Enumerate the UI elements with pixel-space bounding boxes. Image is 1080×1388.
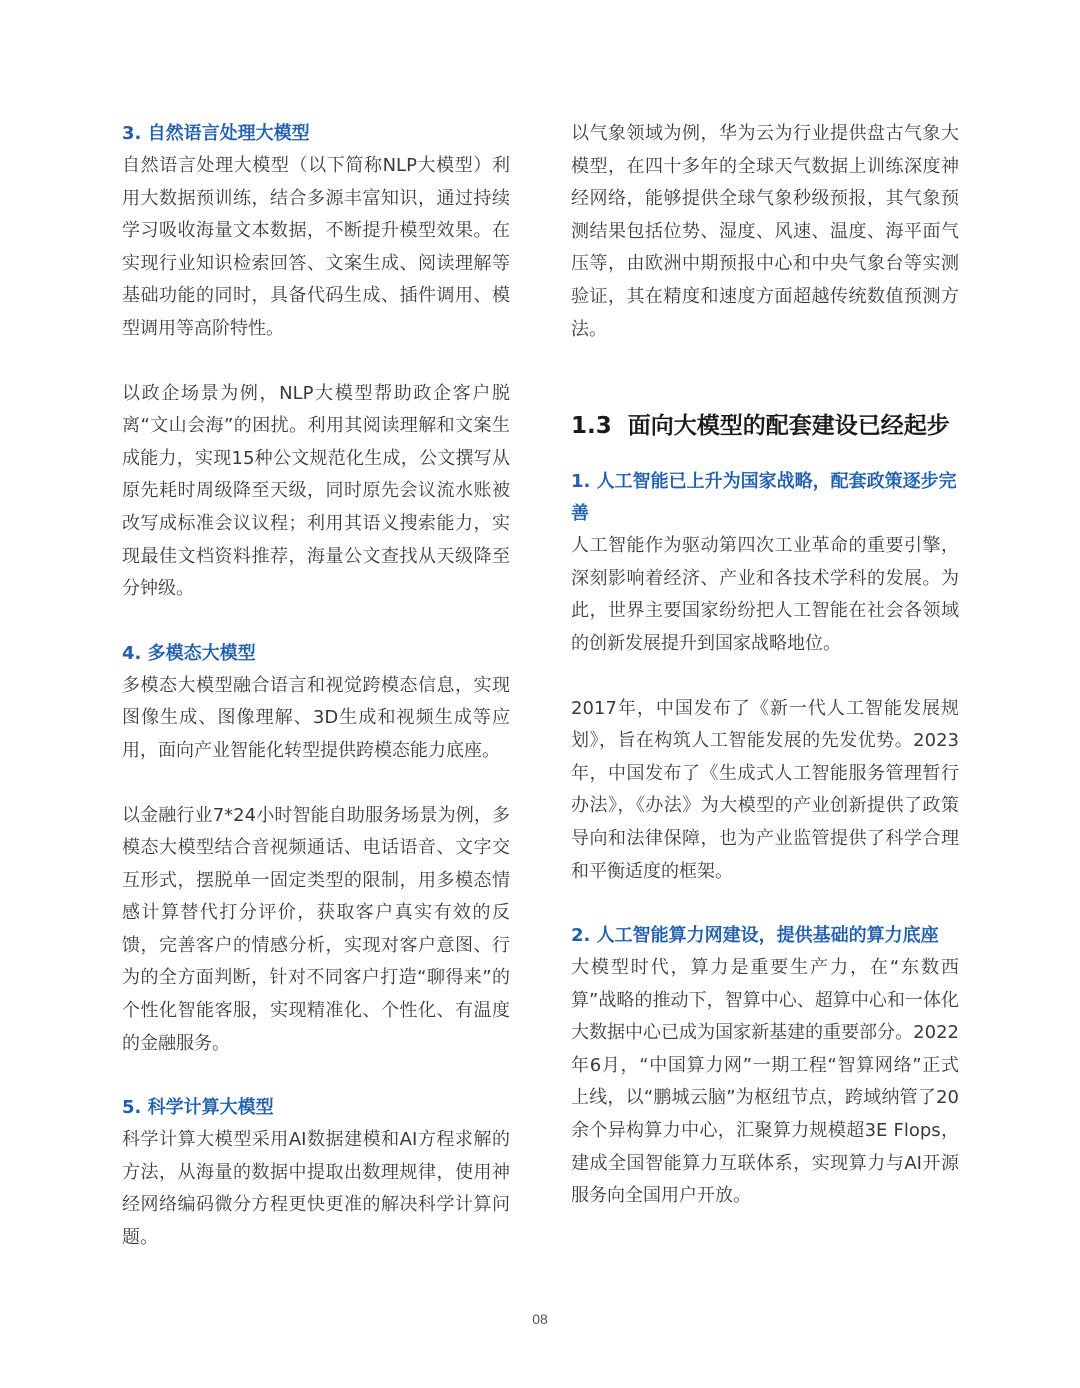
page-number: 08 — [532, 1311, 548, 1327]
nlp-government-example-paragraph: 以政企场景为例，NLP大模型帮助政企客户脱离“文山会海”的困扰。利用其阅读理解和文案生成能力，实现15种公文规范化生成，公文撰写从原先耗时周级降至天级，同时原先会议流水账被改写成标准会议议程；利用其语义搜索能力，实现最佳文档资料推荐，海量公文查找从天级降至分钟级。 — [122, 382, 510, 600]
multimodal-model-paragraph: 多模态大模型融合语言和视觉跨模态信息，实现图像生成、图像理解、3D生成和视频生成等应用，面向产业智能化转型提供跨模态能力底座。 — [122, 674, 510, 761]
section-number: 1.3 — [571, 413, 612, 440]
section-title — [571, 410, 959, 442]
left-column — [122, 118, 510, 1255]
policy-history-paragraph: 2017年，中国发布了《新一代人工智能发展规划》，旨在构筑人工智能发展的先发优势。2023年，中国发布了《生成式人工智能服务管理暂行办法》，《办法》为大模型的产业创新提供了政策导向和法律保障，也为产业监管提供了科学合理和平衡适度的框架。 — [571, 697, 959, 882]
scientific-computing-paragraph: 科学计算大模型采用AI数据建模和AI方程求解的方法，从海量的数据中提取出数理规律，使用神经网络编码微分方程更快更准的解决科学计算问题。 — [122, 1129, 510, 1249]
right-column — [571, 118, 959, 1213]
nlp-model-heading: 3. 自然语言处理大模型 — [122, 123, 310, 144]
nlp-model-paragraph: 自然语言处理大模型（以下简称NLP大模型）利用大数据预训练，结合多源丰富知识，通过持续学习吸收海量文本数据，不断提升模型效果。在实现行业知识检索回答、文案生成、阅读理解等基础功能的同时，具备代码生成、插件调用、模型调用等高阶特性。 — [122, 155, 510, 339]
section-title-text: 面向大模型的配套建设已经起步 — [627, 413, 950, 440]
compute-network-paragraph: 大模型时代，算力是重要生产力，在“东数西算”战略的推动下，智算中心、超算中心和一体化大数据中心已成为国家新基建的重要部分。2022年6月，“中国算力网”一期工程“智算网络”正式上线，以“鹏城云脑”为枢纽节点，跨域纳管了20余个异构算力中心，汇聚算力规模超3E Flops，建成全国智能算力互联体系，实现算力与AI开源服务向全国用户开放。 — [571, 957, 959, 1207]
multimodal-finance-example-paragraph: 以金融行业7*24小时智能自助服务场景为例，多模态大模型结合音视频通话、电话语音、文字交互形式，摆脱单一固定类型的限制，用多模态情感计算替代打分评价，获取客户真实有效的反馈，完善客户的情感分析，实现对客户意图、行为的全方面判断，针对不同客户打造“聊得来”的个性化智能客服，实现精准化、个性化、有温度的金融服务。 — [122, 804, 510, 1054]
national-strategy-paragraph: 人工智能作为驱动第四次工业革命的重要引擎，深刻影响着经济、产业和各技术学科的发展。为此，世界主要国家纷纷把人工智能在社会各领域的创新发展提升到国家战略地位。 — [571, 535, 959, 654]
national-strategy-heading: 1. 人工智能已上升为国家战略，配套政策逐步完善 — [571, 471, 957, 525]
weather-example-paragraph: 以气象领域为例，华为云为行业提供盘古气象大模型，在四十多年的全球天气数据上训练深度神经网络，能够提供全球气象秒级预报，其气象预测结果包括位势、湿度、风速、温度、海平面气压等，由欧洲中期预报中心和中央气象台等实测验证，其在精度和速度方面超越传统数值预测方法。 — [571, 123, 959, 340]
multimodal-model-heading: 4. 多模态大模型 — [122, 642, 256, 664]
compute-network-heading: 2. 人工智能算力网建设，提供基础的算力底座 — [571, 925, 939, 947]
scientific-computing-heading: 5. 科学计算大模型 — [122, 1097, 274, 1119]
